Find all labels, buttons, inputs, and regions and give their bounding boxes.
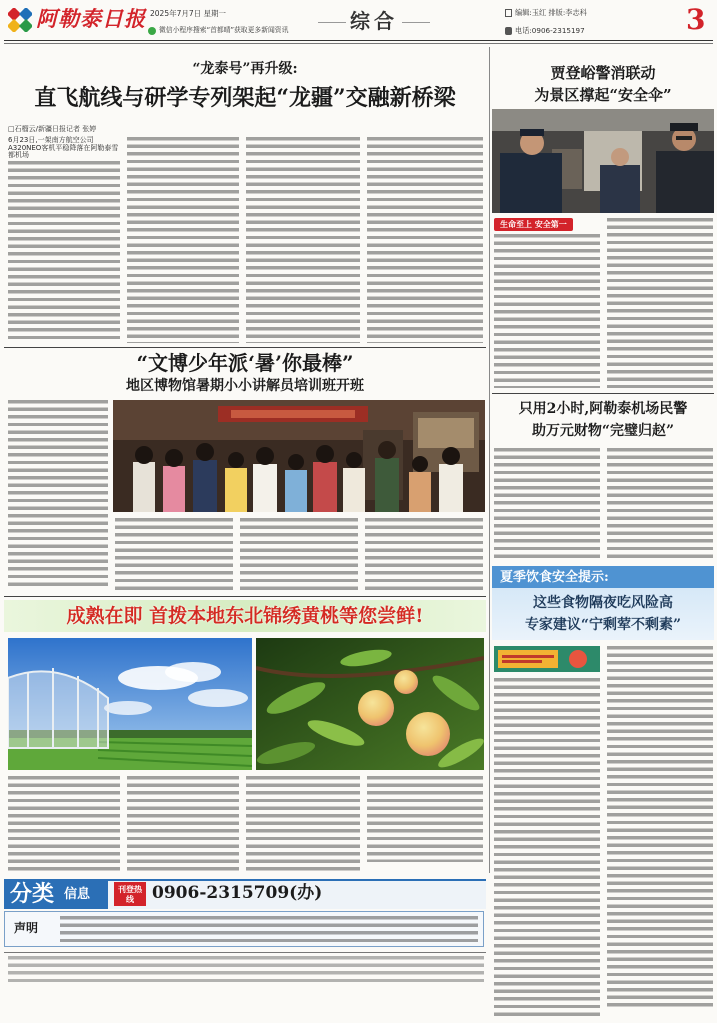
body-text-column [367, 137, 483, 343]
editor-credit: 编辑:玉红 排版:李志科 [515, 8, 587, 17]
food-science-thumbnail [494, 646, 600, 672]
body-text-column [246, 137, 360, 343]
footer-rule [4, 952, 486, 953]
hotline-tag: 刊登热线 [114, 882, 146, 906]
section-rule [492, 393, 714, 394]
section-name: 综合 [350, 9, 398, 33]
greenhouse-photo [8, 638, 252, 770]
column-divider [489, 47, 490, 873]
issue-date: 2025年7月7日 星期一 [150, 9, 227, 18]
page-number: 3 [686, 3, 706, 36]
body-text-column [127, 776, 239, 872]
airport-headline-line2: 助万元财物“完璧归赵” [531, 423, 675, 439]
editorial-phone: 电话:0906-2315197 [515, 26, 585, 35]
body-text-column [115, 518, 233, 590]
editor-icon [505, 9, 512, 17]
yellow-peach-photo [256, 638, 484, 770]
section-rule [4, 347, 486, 348]
body-text-column [607, 218, 713, 388]
body-text-column [8, 161, 120, 343]
phone-icon [505, 27, 512, 35]
food-headline-line2: 专家建议“宁剩荤不剩素” [524, 617, 682, 633]
section-ornament-left [318, 22, 346, 23]
body-text-column [240, 518, 358, 590]
notice-text [60, 916, 478, 942]
masthead-rule-thin [4, 43, 713, 44]
food-kicker: 夏季饮食安全提示: [500, 570, 609, 585]
lead-byline: □石榴云/新疆日报记者 张婷 [8, 125, 97, 133]
section-ornament-right [402, 22, 430, 23]
newspaper-emblem-icon [8, 8, 32, 32]
lead-headline: 直飞航线与研学专列架起“龙疆”交融新桥梁 [34, 85, 456, 111]
body-text-column [494, 234, 600, 388]
section-rule [4, 596, 486, 597]
museum-subheadline: 地区博物馆暑期小小讲解员培训班开班 [126, 378, 364, 394]
classifieds-label-small: 信息 [64, 887, 91, 902]
body-text-column [607, 448, 713, 560]
classifieds-hotline: 0906-2315709(办) [152, 883, 323, 903]
museum-training-photo [113, 400, 485, 512]
lead-kicker: “龙泰号”再升级: [192, 61, 298, 77]
classifieds-label-big: 分类 [10, 881, 55, 907]
body-text-column [127, 137, 239, 343]
body-text-column [365, 518, 483, 590]
imprint-text [8, 956, 484, 986]
lead-text-intro: 6月23日,一架南方航空公司A320NEO客机平稳降落在阿勒泰雪都机场 [8, 136, 119, 160]
body-text-column [494, 448, 600, 560]
newspaper-logo: 阿勒泰日报 [36, 6, 146, 31]
body-text-column [8, 776, 120, 872]
notice-label: 声明 [14, 921, 39, 935]
body-text-column [367, 776, 483, 862]
police-fire-joint-operation-photo [492, 109, 714, 213]
wechat-icon [148, 27, 156, 35]
museum-headline: “文博少年派‘暑’你最棒” [136, 351, 354, 375]
police-photo-caption: 生命至上 安全第一 [494, 218, 573, 231]
body-text-column [8, 400, 108, 590]
wechat-note: 微信小程序搜索“首都晴”获取更多新闻资讯 [159, 26, 289, 34]
body-text-column [246, 776, 360, 872]
police-headline-line2: 为景区撑起“安全伞” [534, 86, 672, 104]
food-headline-line1: 这些食物隔夜吃风险高 [533, 595, 673, 611]
police-headline-line1: 贾登峪警消联动 [550, 64, 656, 82]
body-text-column [494, 678, 600, 1018]
peach-headline: 成熟在即 首拨本地东北锦绣黄桃等您尝鲜! [66, 605, 424, 627]
masthead-rule [4, 40, 713, 41]
body-text-column [607, 646, 713, 1010]
airport-headline-line1: 只用2小时,阿勒泰机场民警 [518, 401, 688, 417]
